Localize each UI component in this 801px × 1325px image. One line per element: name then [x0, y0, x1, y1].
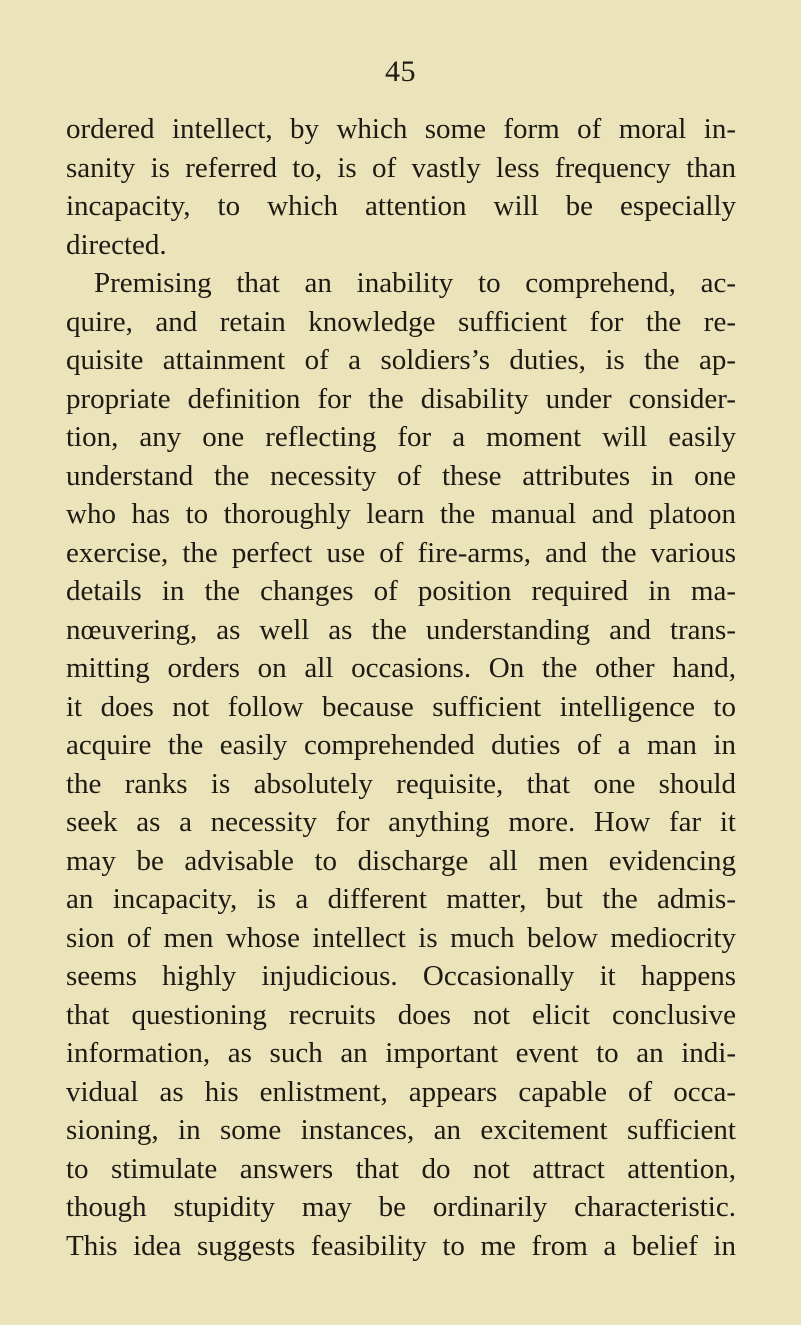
text-line: vidual as his enlistment, appears capable of occa-	[66, 1075, 736, 1108]
text-line: acquire the easily comprehended duties of a man in	[66, 729, 736, 761]
text-line: information, as such an important event to an indi-	[66, 1037, 736, 1069]
text-line: it does not follow because sufficient intelligence to	[66, 690, 736, 723]
text-line: sion of men whose intellect is much below mediocrity	[66, 921, 736, 954]
text-line: may be advisable to discharge all men evidencing	[66, 844, 736, 877]
text-line: seems highly injudicious. Occasionally it happens	[66, 960, 736, 992]
text-line: directed.	[66, 228, 167, 261]
text-line: though stupidity may be ordinarily characteristic.	[66, 1191, 736, 1223]
page-number: 45	[385, 55, 416, 88]
body-text	[66, 110, 736, 1265]
text-line: to stimulate answers that do not attract attention,	[66, 1152, 736, 1185]
text-line: tion, any one reflecting for a moment will easily	[66, 421, 736, 453]
text-line: sioning, in some instances, an excitement sufficient	[66, 1114, 736, 1146]
text-line: quire, and retain knowledge sufficient for the re-	[66, 305, 736, 338]
text-line: sanity is referred to, is of vastly less frequency than	[66, 151, 736, 184]
text-line: This idea suggests feasibility to me from a belief in	[66, 1229, 736, 1262]
text-line: that questioning recruits does not elicit conclusive	[66, 998, 736, 1031]
text-line: incapacity, to which attention will be especially	[66, 190, 736, 222]
text-line: ordered intellect, by which some form of moral in-	[66, 113, 736, 145]
text-line: quisite attainment of a soldiers’s duties, is the ap-	[66, 344, 736, 376]
text-line: the ranks is absolutely requisite, that one should	[66, 767, 736, 800]
text-line: details in the changes of position required in ma-	[66, 575, 736, 607]
text-line: who has to thoroughly learn the manual and platoon	[66, 498, 736, 530]
text-line: mitting orders on all occasions. On the other hand,	[66, 652, 736, 684]
text-line: exercise, the perfect use of fire-arms, and the various	[66, 536, 736, 569]
text-line: Premising that an inability to comprehend, ac-	[94, 267, 736, 299]
text-line: understand the necessity of these attributes in one	[66, 459, 736, 492]
text-line: nœuvering, as well as the understanding and trans-	[66, 613, 736, 646]
text-line: seek as a necessity for anything more. How far it	[66, 806, 736, 838]
text-line: an incapacity, is a different matter, but the admis-	[66, 883, 736, 915]
text-line: propriate definition for the disability under consider-	[66, 382, 736, 415]
